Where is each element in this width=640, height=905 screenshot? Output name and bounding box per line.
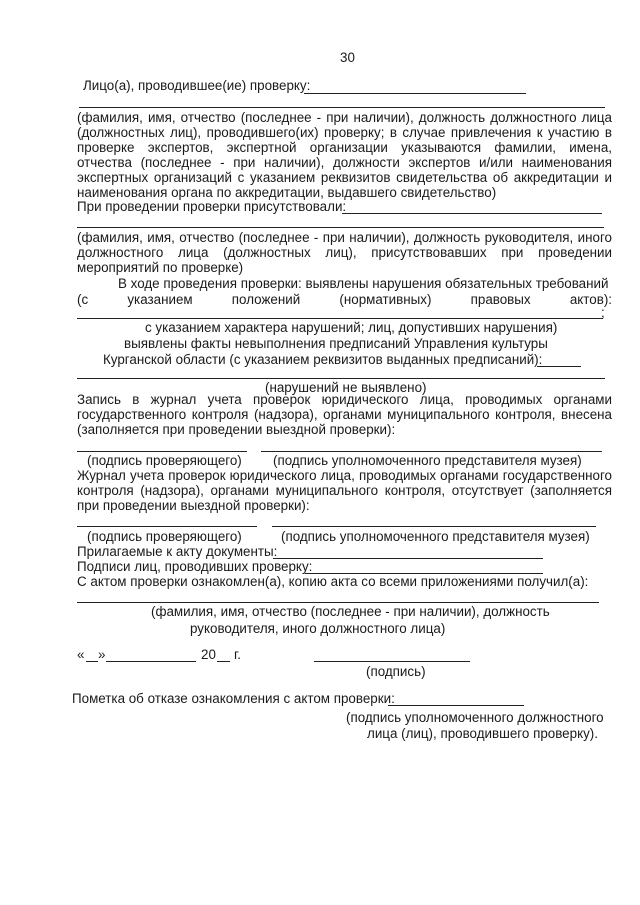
date-quote-open: « xyxy=(77,647,85,662)
page-number: 30 xyxy=(340,50,355,65)
inspector-label: Лицо(а), проводившее(ие) проверку: xyxy=(83,78,311,93)
journal-absent-text: Журнал учета проверок юридического лица, проводимых органами государственного контроля (надзора), органами муниципального контроля, отсутствует (заполняется при проведении выездной проверки): xyxy=(77,468,612,513)
inspector-note: (фамилия, имя, отчество (последнее - при наличии), должность должностного лица (должностных лиц), проводившего(их) проверку; в случае привлечения к участию в проверке экспертов, экспертной организации указываются фамилии, имена, отчества (последнее - при наличии), должности экспертов и/или наименования экспертных организаций с указанием реквизитов свидетельства об аккредитации и наименования органа по аккредитации, выдавшего свидетельство) xyxy=(77,110,612,200)
date-quote-close: » xyxy=(98,647,106,662)
journal-entry-sig-line-2 xyxy=(261,451,602,452)
refusal-note-line1: (подпись уполномоченного должностного xyxy=(346,710,604,725)
refusal-fill-line xyxy=(388,705,524,706)
journal-entry-text: Запись в журнал учета проверок юридического лица, проводимых органами государственного контроля (надзора), органами муниципального контроля, внесена (заполняется при проведении выездной проверки): xyxy=(77,392,612,437)
journal-entry-sig-museum: (подпись уполномоченного представителя музея) xyxy=(273,453,582,468)
violations-line2: (с указанием положений (нормативных) правовых актов): xyxy=(77,292,612,307)
date-year-suffix: г. xyxy=(234,647,241,662)
date-day-line xyxy=(86,661,98,662)
inspector-fill-line xyxy=(304,93,526,94)
journal-absent-sig-inspector: (подпись проверяющего) xyxy=(87,529,242,544)
refusal-label: Пометка об отказе ознакомления с актом проверки: xyxy=(72,691,395,706)
violations-line1: В ходе проведения проверки: выявлены нарушения обязательных требований xyxy=(118,276,609,291)
violations-fill-line xyxy=(77,318,603,319)
present-label: При проведении проверки присутствовали: xyxy=(77,199,347,214)
no-violations-note: (нарушений не выявлено) xyxy=(265,380,427,395)
date-year-line xyxy=(217,661,230,662)
violations-note: с указанием характера нарушений; лиц, допустивших нарушения) xyxy=(145,320,558,335)
violations-facts-line1: выявлены факты невыполнения предписаний Управления культуры xyxy=(124,336,548,351)
signatures-label: Подписи лиц, проводивших проверку: xyxy=(77,559,313,574)
violations-semicolon: ; xyxy=(601,305,605,320)
acquainted-fill-line xyxy=(77,602,599,603)
present-fill-line xyxy=(342,213,602,214)
acquainted-note-line1: (фамилия, имя, отчество (последнее - при наличии), должность xyxy=(151,604,550,619)
signature-line xyxy=(314,661,470,662)
journal-entry-sig-inspector: (подпись проверяющего) xyxy=(87,453,242,468)
violations-facts-line2: Курганской области (с указанием реквизитов выданных предписаний): xyxy=(103,352,543,367)
refusal-note-line2: лица (лиц), проводившего проверку). xyxy=(367,726,598,741)
date-year-prefix: 20 xyxy=(201,647,216,662)
facts-fill-line xyxy=(537,366,581,367)
date-month-line xyxy=(106,661,196,662)
facts-fill-line-2 xyxy=(77,378,605,379)
attachments-label: Прилагаемые к акту документы: xyxy=(77,544,278,559)
acquainted-label: С актом проверки ознакомлен(а), копию акта со всеми приложениями получил(а): xyxy=(77,574,589,589)
journal-absent-sig-line-2 xyxy=(272,526,596,527)
journal-absent-sig-museum: (подпись уполномоченного представителя музея) xyxy=(281,529,590,544)
present-fill-line-2 xyxy=(77,227,604,228)
journal-entry-sig-line-1 xyxy=(77,451,247,452)
journal-absent-sig-line-1 xyxy=(77,526,257,527)
attachments-fill-line xyxy=(273,558,543,559)
inspector-fill-line-2 xyxy=(79,107,605,108)
signature-caption: (подпись) xyxy=(366,664,426,679)
present-note: (фамилия, имя, отчество (последнее - при наличии), должность руководителя, иного должностного лица (должностных лиц), присутствовавших при проведении мероприятий по проверке) xyxy=(77,230,612,275)
acquainted-note-line2: руководителя, иного должностного лица) xyxy=(190,621,446,636)
